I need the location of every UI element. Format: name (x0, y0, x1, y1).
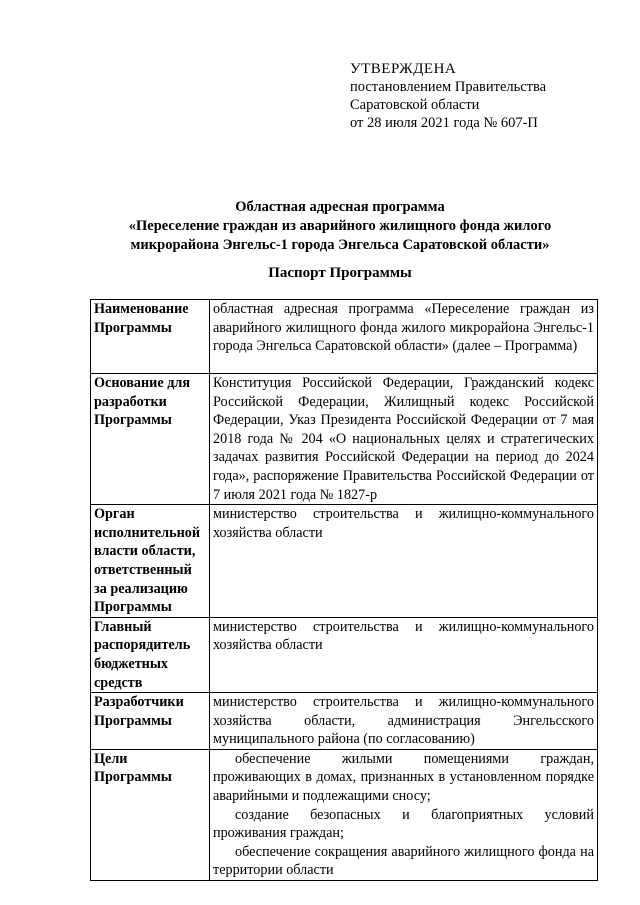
approval-line-2: Саратовской области (350, 97, 480, 113)
row-value-developers: министерство строительства и жилищно-коммунального хозяйства области, администрация Энгельсского муниципального района (по согласованию) (210, 693, 598, 750)
table-row (91, 693, 598, 750)
row-value-basis: Конституция Российской Федерации, Гражданский кодекс Российской Федерации, Жилищный кодекс Российской Федерации, Указ Президента Российской Федерации от 7 мая 2018 года № 204 «О национальных целях и стратегических задачах развития Российской Федерации на период до 2024 года», распоряжение Правительства Российской Федерации от 7 июля 2021 года № 1827-р (210, 374, 598, 505)
goal-item: обеспечение сокращения аварийного жилищного фонда на территории области (213, 843, 594, 879)
row-label-basis: Основание для разработки Программы (91, 374, 210, 505)
title-line-1: Областная адресная программа (235, 199, 445, 215)
row-label-budget-manager: Главный распорядитель бюджетных средств (91, 617, 210, 692)
row-label-goals: Цели Программы (91, 749, 210, 880)
table-row (91, 617, 598, 692)
row-value-executive-body: министерство строительства и жилищно-коммунального хозяйства области (210, 505, 598, 618)
approval-line-3: от 28 июля 2021 года № 607-П (350, 115, 538, 131)
approval-line-1: постановлением Правительства (350, 79, 547, 95)
table-row (91, 300, 598, 374)
approval-stamp: УТВЕРЖДЕНА (350, 61, 457, 77)
goal-item: обеспечение жилыми помещениями граждан, проживающих в домах, признанных в установленном порядке аварийными и подлежащими сносу; (213, 750, 594, 805)
goal-item: создание безопасных и благоприятных условий проживания граждан; (213, 806, 594, 842)
title-line-2: «Переселение граждан из аварийного жилищного фонда жилого (128, 218, 552, 234)
document-title (90, 198, 590, 255)
row-value-name: областная адресная программа «Переселение граждан из аварийного жилищного фонда жилого микрорайона Энгельс-1 города Энгельса Саратовской области» (далее – Программа) (210, 300, 598, 374)
row-value-goals (210, 749, 598, 880)
table-row (91, 374, 598, 505)
passport-table (90, 299, 598, 881)
row-label-executive-body: Орган исполнительной власти области, ответственный за реализацию Программы (91, 505, 210, 618)
row-value-budget-manager: министерство строительства и жилищно-коммунального хозяйства области (210, 617, 598, 692)
approval-block (350, 60, 546, 132)
table-row (91, 505, 598, 618)
title-line-3: микрорайона Энгельс-1 города Энгельса Саратовской области» (130, 237, 550, 253)
passport-title: Паспорт Программы (268, 265, 412, 281)
row-label-developers: Разработчики Программы (91, 693, 210, 750)
table-row (91, 749, 598, 880)
row-label-name: Наименование Программы (91, 300, 210, 374)
